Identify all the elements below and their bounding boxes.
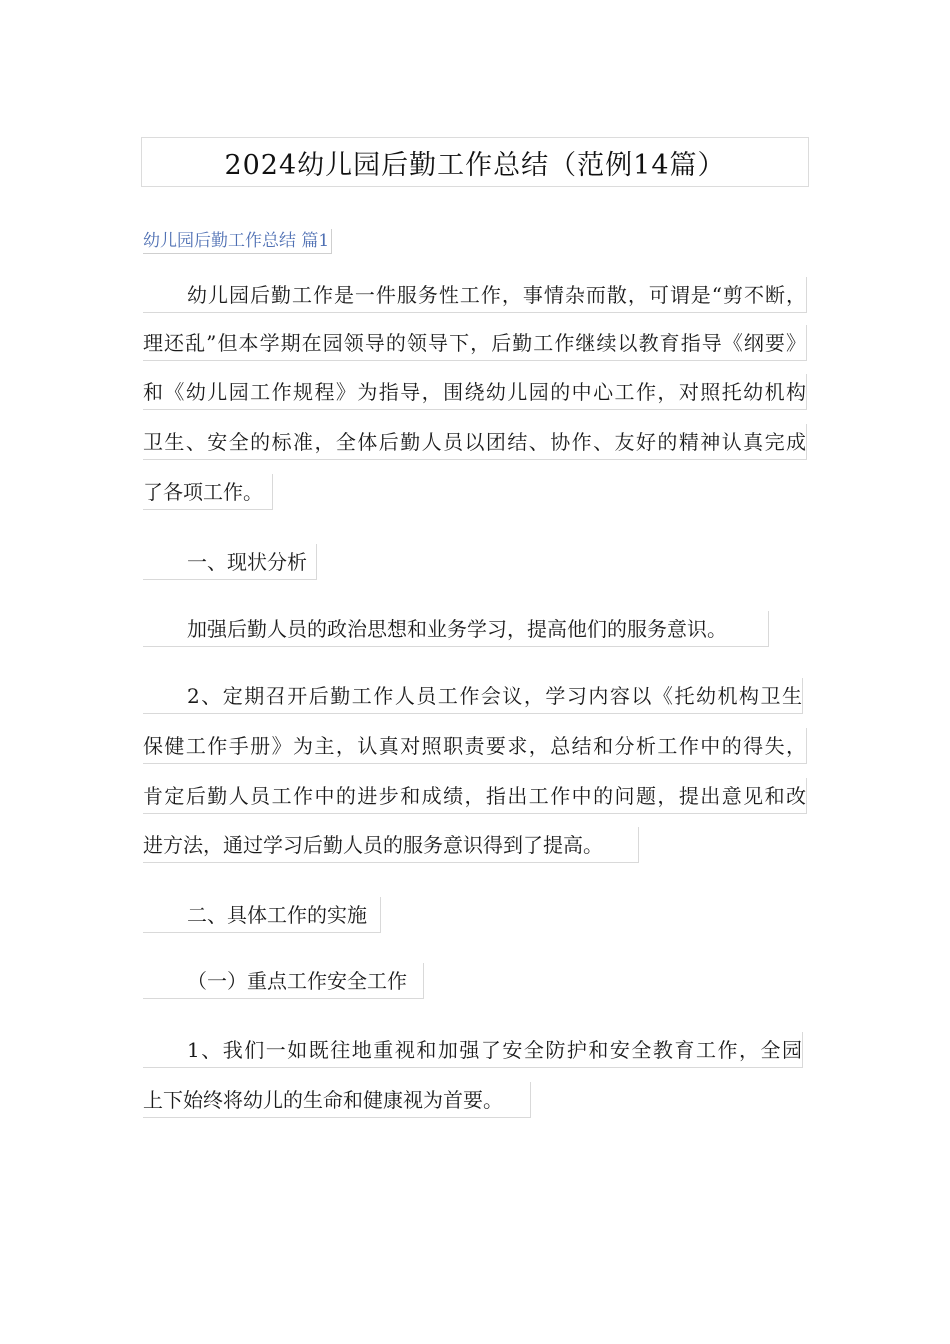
intro-line-1: 幼儿园后勤工作是一件服务性工作，事情杂而散，可谓是“剪不断， [143, 277, 807, 313]
para-two-line-1: 2、定期召开后勤工作人员工作会议，学习内容以《托幼机构卫生 [143, 678, 803, 714]
para-one-line-2: 上下始终将幼儿的生命和健康视为首要。 [143, 1082, 531, 1118]
para-one-line-1: 1、我们一如既往地重视和加强了安全防护和安全教育工作，全园 [143, 1032, 803, 1068]
intro-line-5: 了各项工作。 [143, 474, 273, 510]
subheading-safety: （一）重点工作安全工作 [143, 963, 424, 999]
intro-line-3: 和《幼儿园工作规程》为指导，围绕幼儿园的中心工作，对照托幼机构 [143, 374, 807, 410]
section-heading-link[interactable]: 幼儿园后勤工作总结 篇1 [143, 229, 332, 254]
para-two-line-2: 保健工作手册》为主，认真对照职责要求，总结和分析工作中的得失， [143, 728, 807, 764]
intro-line-4: 卫生、安全的标准，全体后勤人员以团结、协作、友好的精神认真完成 [143, 424, 807, 460]
paragraph-strengthen: 加强后勤人员的政治思想和业务学习，提高他们的服务意识。 [143, 611, 769, 647]
para-two-line-4: 进方法，通过学习后勤人员的服务意识得到了提高。 [143, 827, 639, 863]
document-title: 2024幼儿园后勤工作总结（范例14篇） [141, 137, 809, 187]
heading-current-analysis: 一、现状分析 [143, 544, 317, 580]
intro-line-2: 理还乱”但本学期在园领导的领导下，后勤工作继续以教育指导《纲要》 [143, 325, 807, 361]
heading-implementation: 二、具体工作的实施 [143, 897, 381, 933]
para-two-line-3: 肯定后勤人员工作中的进步和成绩，指出工作中的问题，提出意见和改 [143, 778, 807, 814]
